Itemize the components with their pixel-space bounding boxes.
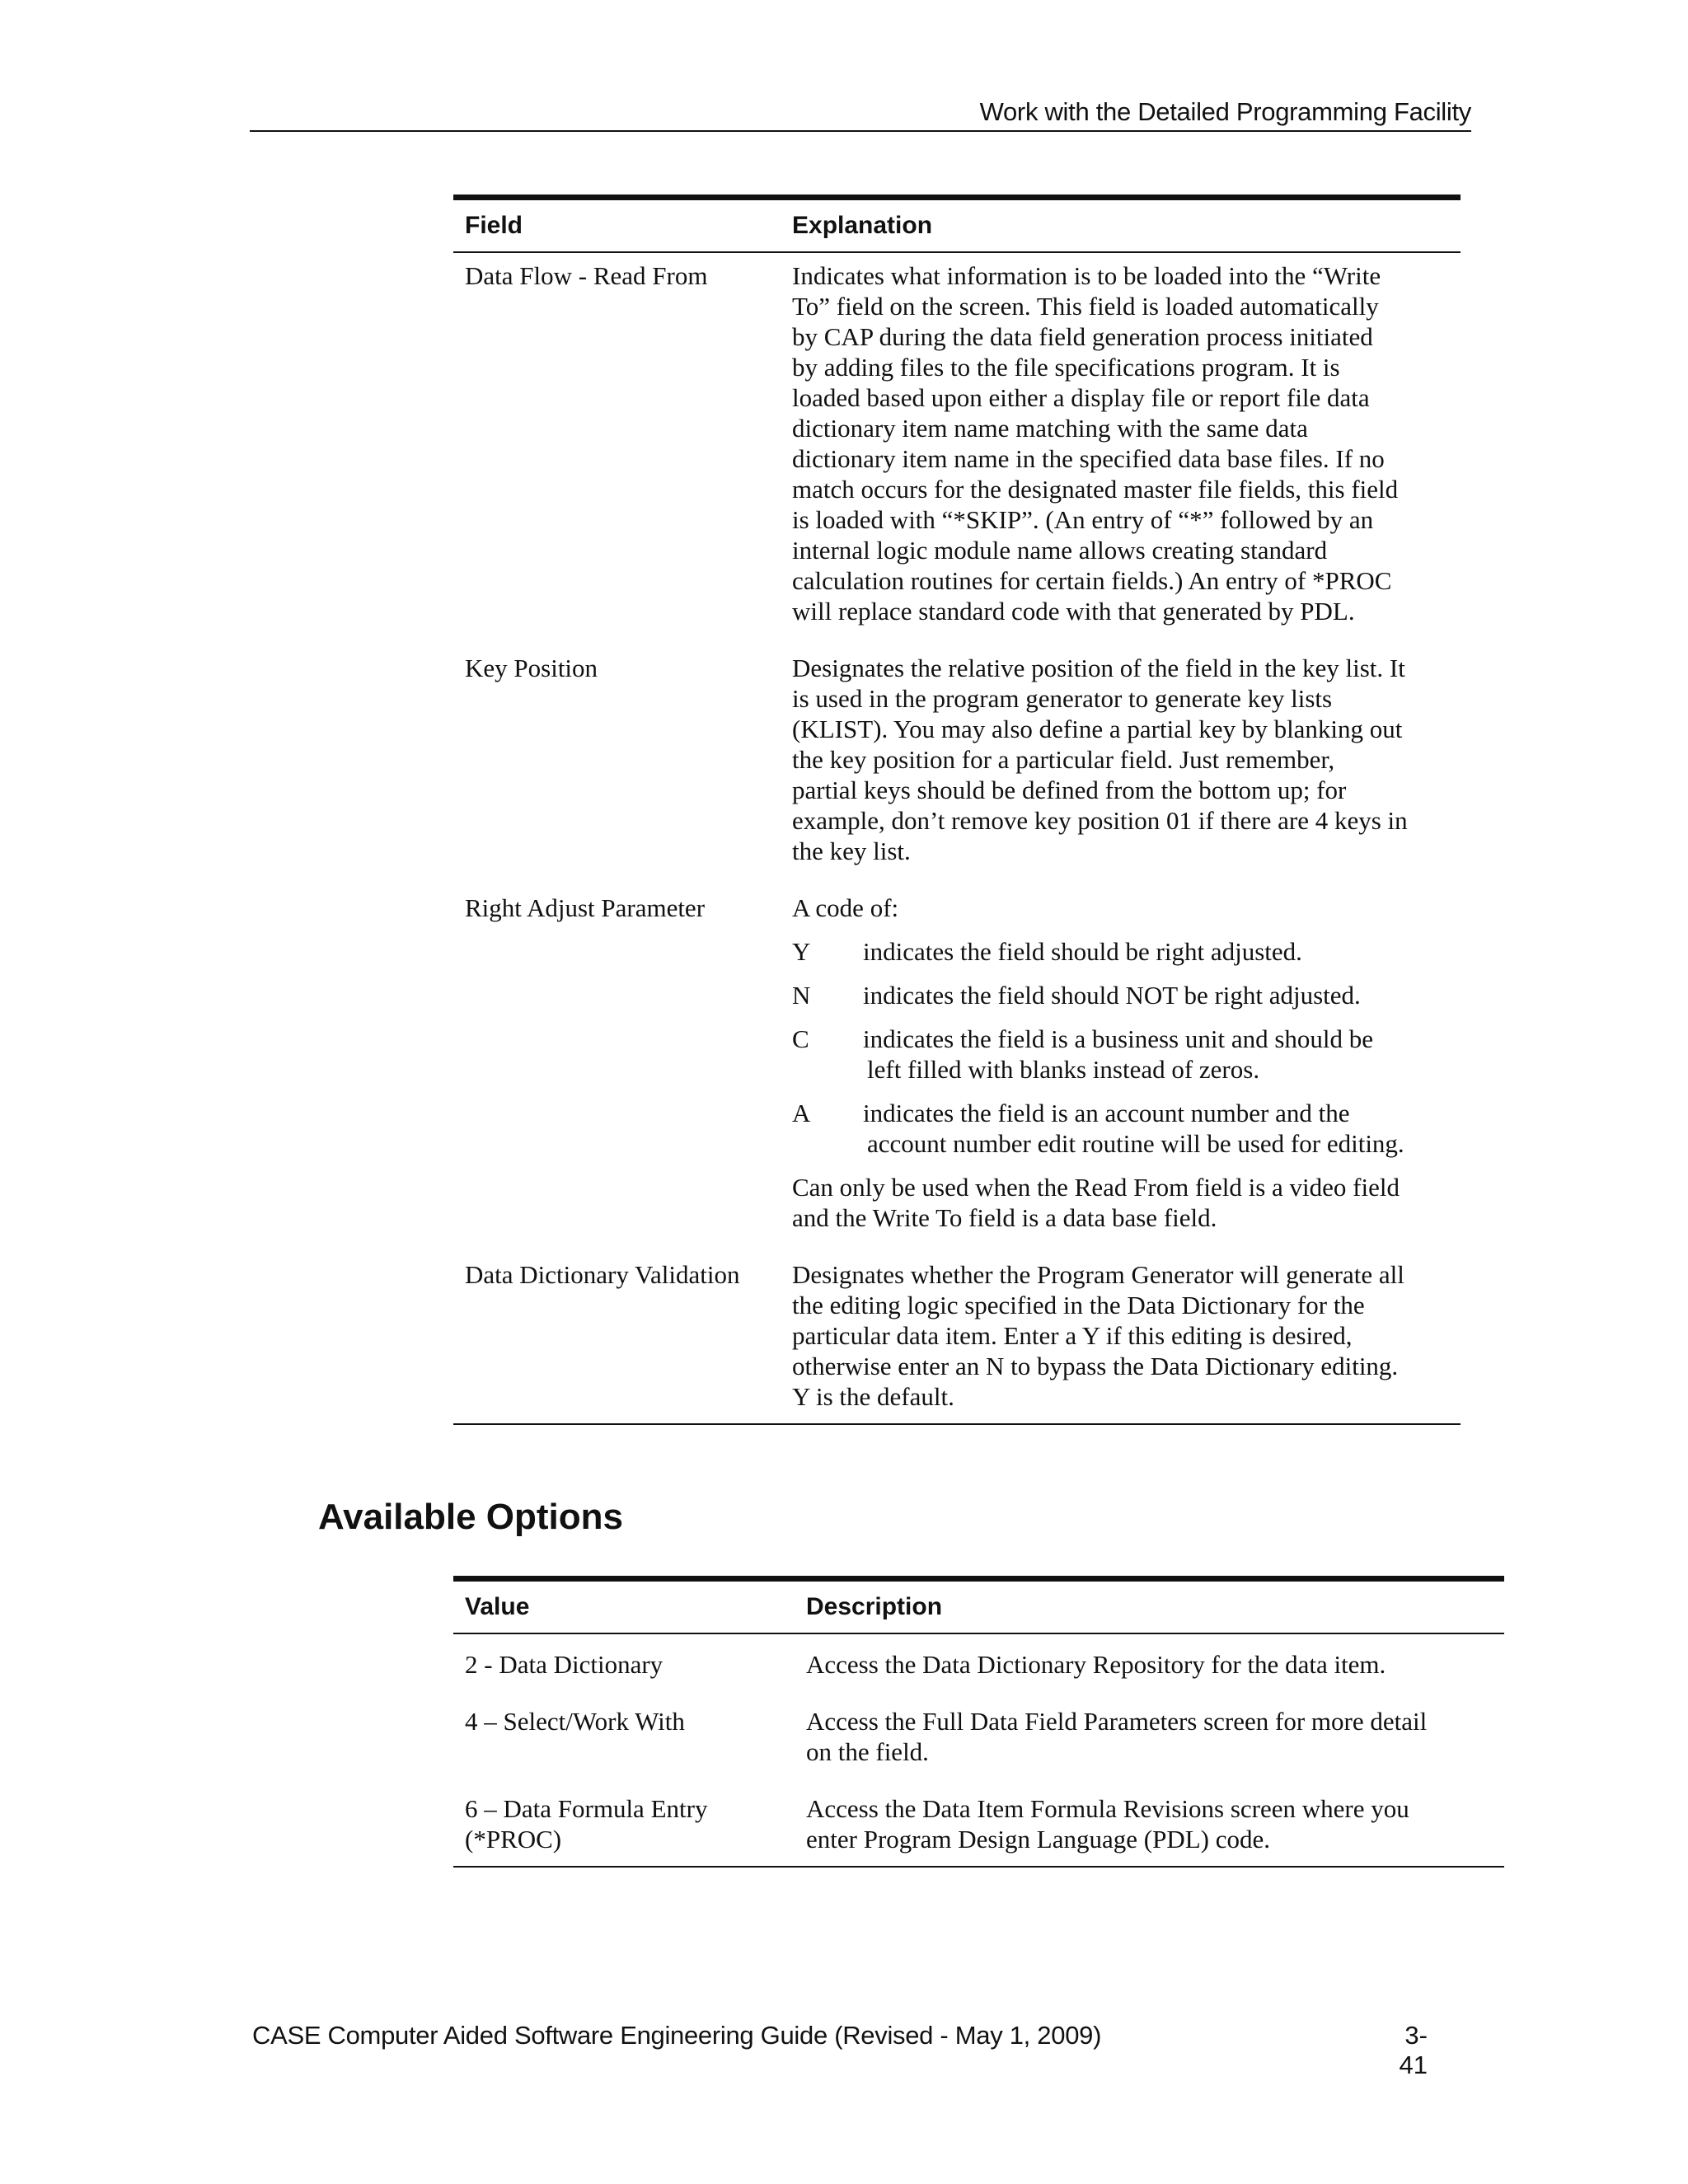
fields-table-header-row (453, 198, 1461, 253)
text-line: loaded based upon either a display file or report file data (792, 383, 1370, 412)
table-row (453, 1767, 1504, 1867)
text-line: by adding files to the file specifications program. It is (792, 353, 1340, 382)
field-name: Key Position (465, 654, 598, 682)
code-value: C (792, 1024, 809, 1053)
text-line: Designates whether the Program Generator will generate all (792, 1260, 1404, 1289)
code-description (863, 980, 1449, 1010)
fields-table (453, 194, 1461, 1425)
text-line: dictionary item name matching with the same data (792, 414, 1308, 443)
text-line: calculation routines for certain fields.) An entry of *PROC (792, 566, 1392, 595)
code-value: A (792, 1099, 811, 1127)
code-item (792, 980, 1449, 1010)
option-value (453, 1680, 795, 1767)
table-row (453, 626, 1461, 866)
text-line: indicates the field is an account number and the (863, 1099, 1350, 1127)
page-number: 3-41 (1399, 2021, 1428, 2079)
field-explanation (781, 252, 1461, 626)
field-explanation (781, 1233, 1461, 1424)
code-item (792, 936, 1449, 967)
text-line: Indicates what information is to be loaded into the “Write (792, 261, 1381, 290)
table-row (453, 252, 1461, 626)
text-line: (*PROC) (465, 1825, 562, 1854)
text-line: Designates the relative position of the field in the key list. It (792, 654, 1405, 682)
text-line: Y is the default. (792, 1382, 954, 1411)
option-description (795, 1680, 1504, 1767)
column-header-value: Value (453, 1579, 795, 1634)
text-line: (KLIST). You may also define a partial key by blanking out (792, 715, 1403, 743)
text-line: the key list. (792, 837, 911, 865)
text-line: otherwise enter an N to bypass the Data Dictionary editing. (792, 1352, 1399, 1380)
code-description (863, 1098, 1449, 1159)
section-heading: Available Options (318, 1497, 624, 1537)
field-name: Data Flow - Read From (465, 261, 708, 290)
text-line: the key position for a particular field. Just remember, (792, 745, 1335, 774)
text-line: indicates the field should be right adjusted. (863, 937, 1302, 966)
text-line: indicates the field should NOT be right adjusted. (863, 981, 1361, 1010)
text-line: indicates the field is a business unit and should be (863, 1024, 1374, 1053)
text-line: 4 – Select/Work With (465, 1707, 685, 1736)
text-line: account number edit routine will be used for editing. (867, 1129, 1404, 1158)
code-note (792, 1172, 1449, 1233)
header-rule (250, 130, 1471, 132)
code-value: N (792, 981, 811, 1010)
field-explanation (781, 866, 1461, 1233)
footer-document-title: CASE Computer Aided Software Engineering Guide (Revised - May 1, 2009) (252, 2021, 1102, 2050)
option-description (795, 1633, 1504, 1680)
text-line: partial keys should be defined from the bottom up; for (792, 776, 1347, 804)
text-line: 6 – Data Formula Entry (465, 1794, 708, 1823)
option-value (453, 1633, 795, 1680)
text-line: left filled with blanks instead of zeros. (867, 1055, 1260, 1084)
text-line: Access the Data Dictionary Repository for the data item. (806, 1650, 1386, 1679)
field-name: Right Adjust Parameter (465, 893, 706, 922)
code-intro: A code of: (792, 893, 899, 922)
text-line: by CAP during the data field generation process initiated (792, 322, 1373, 351)
text-line: particular data item. Enter a Y if this editing is desired, (792, 1321, 1353, 1350)
code-item (792, 1098, 1449, 1159)
text-line: To” field on the screen. This field is loaded automatically (792, 292, 1379, 321)
text-line: and the Write To field is a data base field. (792, 1203, 1217, 1232)
options-table-header-row (453, 1579, 1504, 1634)
field-explanation (781, 626, 1461, 866)
code-value: Y (792, 937, 811, 966)
text-line: will replace standard code with that generated by PDL. (792, 597, 1355, 626)
table-row (453, 1633, 1504, 1680)
text-line: Access the Full Data Field Parameters screen for more detail (806, 1707, 1428, 1736)
text-line: match occurs for the designated master file fields, this field (792, 475, 1399, 504)
text-line: Can only be used when the Read From field is a video field (792, 1173, 1400, 1202)
text-line: on the field. (806, 1737, 929, 1766)
text-line: example, don’t remove key position 01 if there are 4 keys in (792, 806, 1408, 835)
code-description (863, 936, 1449, 967)
table-row (453, 1680, 1504, 1767)
text-line: internal logic module name allows creating standard (792, 536, 1328, 565)
text-line: enter Program Design Language (PDL) code. (806, 1825, 1270, 1854)
text-line: is used in the program generator to generate key lists (792, 684, 1333, 713)
text-line: is loaded with “*SKIP”. (An entry of “*” followed by an (792, 505, 1374, 534)
option-value (453, 1767, 795, 1867)
column-header-explanation: Explanation (781, 198, 1461, 253)
option-description (795, 1767, 1504, 1867)
running-header: Work with the Detailed Programming Facility (979, 97, 1471, 126)
table-row (453, 866, 1461, 1233)
code-item (792, 1024, 1449, 1085)
text-line: 2 - Data Dictionary (465, 1650, 663, 1679)
field-name: Data Dictionary Validation (453, 1233, 781, 1424)
options-table (453, 1576, 1504, 1868)
column-header-field: Field (453, 198, 781, 253)
code-description (863, 1024, 1449, 1085)
text-line: the editing logic specified in the Data Dictionary for the (792, 1291, 1365, 1319)
column-header-description: Description (795, 1579, 1504, 1634)
text-line: dictionary item name in the specified data base files. If no (792, 444, 1385, 473)
table-row (453, 1233, 1461, 1424)
text-line: Access the Data Item Formula Revisions screen where you (806, 1794, 1409, 1823)
